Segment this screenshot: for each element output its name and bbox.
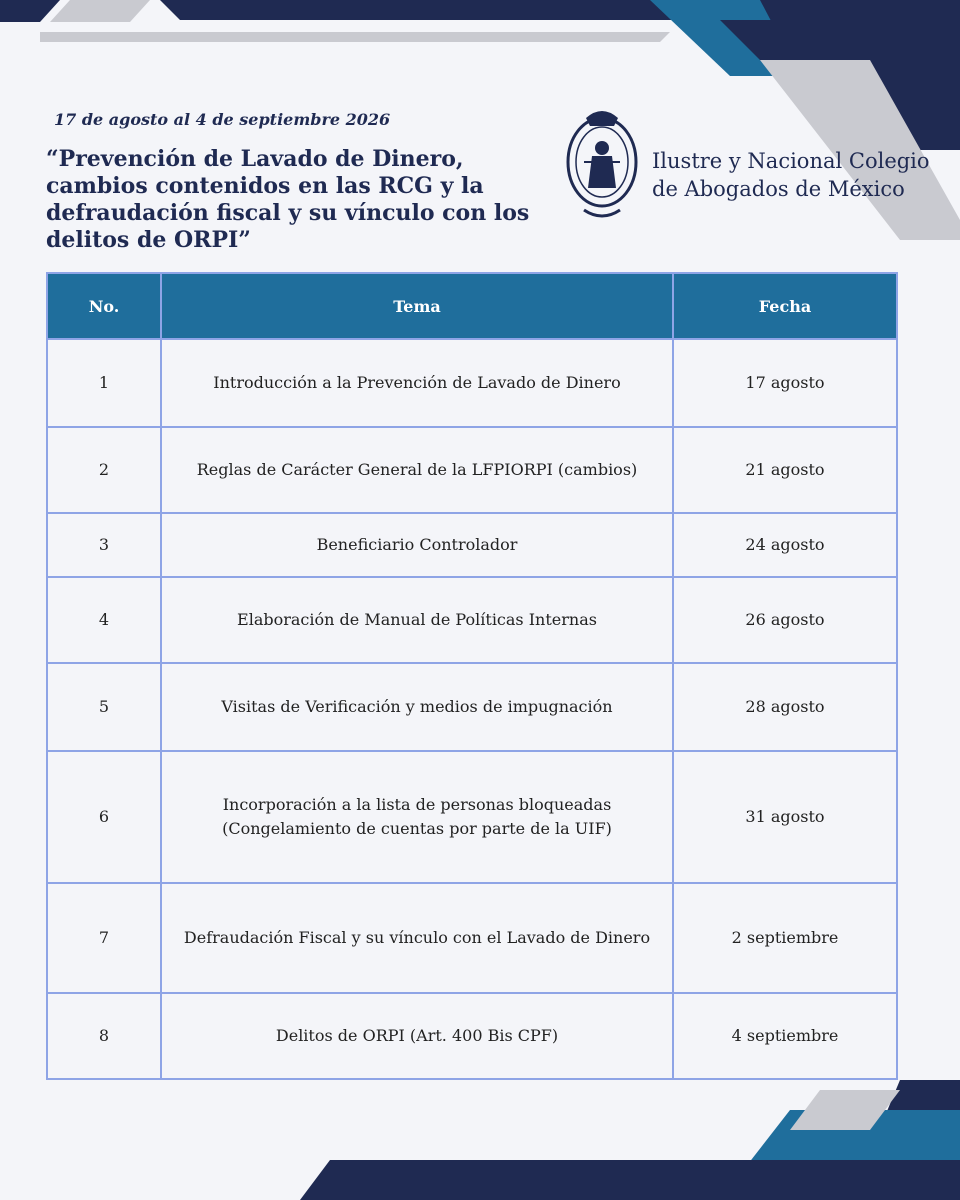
cell-fecha: 4 septiembre — [673, 993, 897, 1079]
table-header-row — [47, 273, 897, 339]
table-row — [47, 993, 897, 1079]
cell-tema-line2: (Congelamiento de cuentas por parte de la UIF) — [222, 819, 612, 838]
header-tema: Tema — [161, 273, 673, 339]
org-name-line1: Ilustre y Nacional Colegio — [652, 149, 930, 173]
cell-fecha: 26 agosto — [673, 577, 897, 663]
cell-no: 4 — [47, 577, 161, 663]
cell-tema: Delitos de ORPI (Art. 400 Bis CPF) — [161, 993, 673, 1079]
cell-fecha: 24 agosto — [673, 513, 897, 577]
header-fecha: Fecha — [673, 273, 897, 339]
table-row — [47, 513, 897, 577]
table-row — [47, 427, 897, 513]
cell-tema: Defraudación Fiscal y su vínculo con el Lavado de Dinero — [161, 883, 673, 993]
cell-tema-line1: Incorporación a la lista de personas bloqueadas — [222, 795, 612, 814]
cell-no: 2 — [47, 427, 161, 513]
cell-no: 6 — [47, 751, 161, 883]
header-no: No. — [47, 273, 161, 339]
bottom-decoration — [0, 1080, 960, 1200]
org-name-line2: de Abogados de México — [652, 177, 905, 201]
cell-no: 7 — [47, 883, 161, 993]
schedule-table — [46, 272, 898, 1080]
cell-fecha: 28 agosto — [673, 663, 897, 751]
organization-name — [652, 147, 930, 203]
cell-tema: Reglas de Carácter General de la LFPIORPI (cambios) — [161, 427, 673, 513]
cell-fecha: 2 septiembre — [673, 883, 897, 993]
date-range: 17 de agosto al 4 de septiembre 2026 — [54, 110, 391, 129]
cell-no: 3 — [47, 513, 161, 577]
cell-tema — [161, 751, 673, 883]
table-row — [47, 663, 897, 751]
table-row — [47, 883, 897, 993]
cell-no: 8 — [47, 993, 161, 1079]
cell-tema: Visitas de Verificación y medios de impugnación — [161, 663, 673, 751]
table-row — [47, 339, 897, 427]
table-row — [47, 577, 897, 663]
table-row — [47, 751, 897, 883]
cell-tema: Elaboración de Manual de Políticas Internas — [161, 577, 673, 663]
cell-fecha: 31 agosto — [673, 751, 897, 883]
page-title: “Prevención de Lavado de Dinero, cambios contenidos en las RCG y la defraudación fiscal y su vínculo con los delitos de ORPI” — [46, 146, 530, 253]
cell-no: 5 — [47, 663, 161, 751]
cell-tema: Beneficiario Controlador — [161, 513, 673, 577]
cell-no: 1 — [47, 339, 161, 427]
cell-fecha: 21 agosto — [673, 427, 897, 513]
cell-tema: Introducción a la Prevención de Lavado de Dinero — [161, 339, 673, 427]
college-seal-icon — [562, 104, 642, 232]
cell-fecha: 17 agosto — [673, 339, 897, 427]
